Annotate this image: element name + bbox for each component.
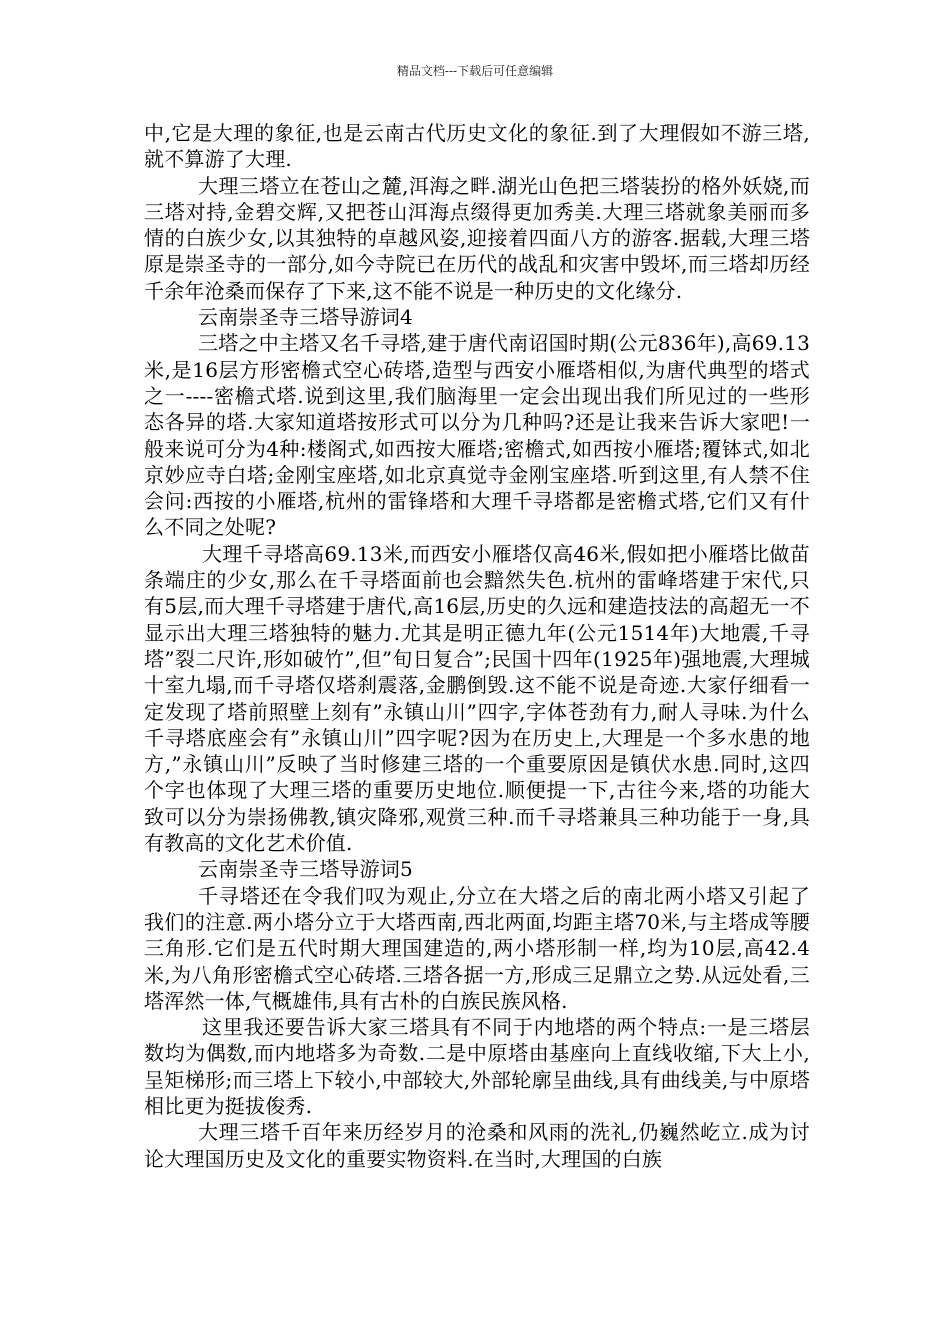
document-body xyxy=(144,120,810,1172)
section-heading: 云南崇圣寺三塔导游词4 xyxy=(198,305,413,330)
paragraph: 大理三塔立在苍山之麓,洱海之畔.湖光山色把三塔装扮的格外妖娆,而三塔对持,金碧交辉,又把苍山洱海点缀得更加秀美.大理三塔就象美丽而多情的白族少女,以其独特的卓越风姿,迎接着四面八方的游客.据载,大理三塔原是崇圣寺的一部分,如今寺院已在历代的战乱和灾害中毁坏,而三塔却历经千余年沧桑而保存了下来,这不能不说是一种历史的文化缘分. xyxy=(144,173,810,303)
paragraph: 中,它是大理的象征,也是云南古代历史文化的象征.到了大理假如不游三塔,就不算游了大理. xyxy=(144,121,810,172)
paragraph: 三塔之中主塔又名千寻塔,建于唐代南诏国时期(公元836年),高69.13米,是16层方形密檐式空心砖塔,造型与西安小雁塔相似,为唐代典型的塔式之一----密檐式塔.说到这里,我们脑海里一定会出现出我们所见过的一些形态各异的塔.大家知道塔按形式可以分为几种吗?还是让我来告诉大家吧!一般来说可分为4种:楼阁式,如西按大雁塔;密檐式,如西按小雁塔;覆钵式,如北京妙应寺白塔;金刚宝座塔,如北京真觉寺金刚宝座塔.听到这里,有人禁不住会问:西按的小雁塔,杭州的雷锋塔和大理千寻塔都是密檐式塔,它们又有什么不同之处呢? xyxy=(144,331,810,540)
paragraph: 这里我还要告诉大家三塔具有不同于内地塔的两个特点:一是三塔层数均为偶数,而内地塔多为奇数.二是中原塔由基座向上直线收缩,下大上小,呈矩梯形;而三塔上下较小,中部较大,外部轮廓呈曲线,具有曲线美,与中原塔相比更为挺拔俊秀. xyxy=(144,1015,810,1118)
paragraph: 大理三塔千百年来历经岁月的沧桑和风雨的洗礼,仍巍然屹立.成为讨论大理国历史及文化的重要实物资料.在当时,大理国的白族 xyxy=(144,1120,810,1171)
page-header: 精品文档---下载后可任意编辑 xyxy=(396,64,554,78)
paragraph: 千寻塔还在令我们叹为观止,分立在大塔之后的南北两小塔又引起了我们的注意.两小塔分立于大塔西南,西北两面,均距主塔70米,与主塔成等腰三角形.它们是五代时期大理国建造的,两小塔形制一样,均为10层,高42.4米,为八角形密檐式空心砖塔.三塔各据一方,形成三足鼎立之势.从远处看,三塔浑然一体,气概雄伟,具有古朴的白族民族风格. xyxy=(144,883,810,1013)
paragraph: 大理千寻塔高69.13米,而西安小雁塔仅高46米,假如把小雁塔比做苗条端庄的少女,那么在千寻塔面前也会黯然失色.杭州的雷峰塔建于宋代,只有5层,而大理千寻塔建于唐代,高16层,历史的久远和建造技法的高超无一不显示出大理三塔独特的魅力.尤其是明正德九年(公元1514年)大地震,千寻塔”裂二尺许,形如破竹”,但”旬日复合”;民国十四年(1925年)强地震,大理城十室九塌,而千寻塔仅塔刹震落,金鹏倒毁.这不能不说是奇迹.大家仔细看一定发现了塔前照壁上刻有”永镇山川”四字,字体苍劲有力,耐人寻味.为什么千寻塔底座会有”永镇山川”四字呢?因为在历史上,大理是一个多水患的地方,”永镇山川”反映了当时修建三塔的一个重要原因是镇伏水患.同时,这四个字也体现了大理三塔的重要历史地位.顺便提一下,古往今来,塔的功能大致可以分为崇扬佛教,镇灾降邪,观赏三种.而千寻塔兼具三种功能于一身,具有教高的文化艺术价值. xyxy=(144,541,810,856)
section-heading: 云南崇圣寺三塔导游词5 xyxy=(198,857,413,882)
